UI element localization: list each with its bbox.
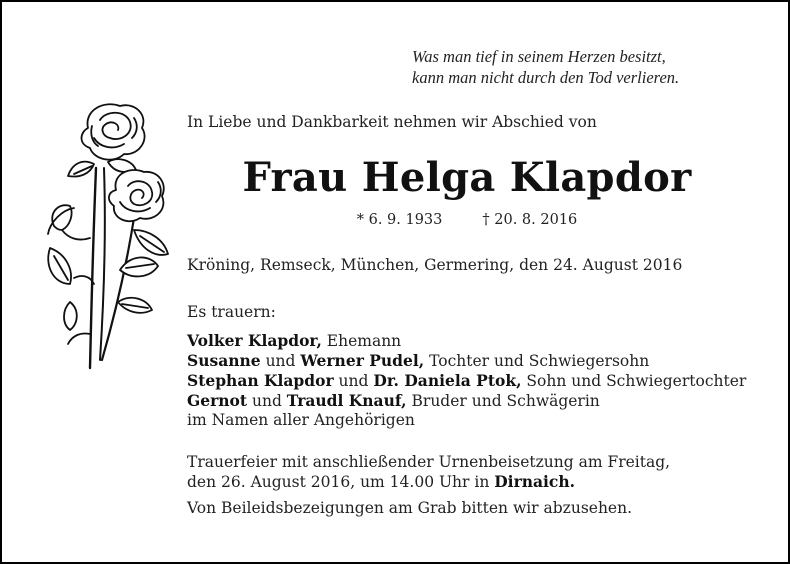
funeral-place: Dirnaich. bbox=[494, 472, 576, 491]
mourner-name: Volker Klapdor, bbox=[187, 331, 322, 350]
memorial-quote bbox=[412, 46, 679, 88]
quote-line-2: kann man nicht durch den Tod verlieren. bbox=[412, 68, 680, 87]
mourner-conjunction: und bbox=[333, 372, 374, 390]
funeral-datetime: den 26. August 2016, um 14.00 Uhr in bbox=[187, 473, 495, 491]
mourners-heading: Es trauern: bbox=[187, 303, 276, 321]
mourner-name: Dr. Daniela Ptok, bbox=[373, 371, 522, 390]
funeral-line-2 bbox=[187, 472, 670, 492]
mourner-relation: Sohn und Schwiegertochter bbox=[521, 372, 747, 390]
life-dates bbox=[187, 212, 747, 228]
mourner-row bbox=[187, 371, 746, 391]
quote-line-1: Was man tief in seinem Herzen besitzt, bbox=[412, 47, 666, 66]
mourner-name: Susanne bbox=[187, 351, 261, 370]
closing-note: Von Beileidsbezeigungen am Grab bitten wir abzusehen. bbox=[187, 499, 633, 517]
mourner-name: Gernot bbox=[187, 391, 248, 410]
death-date: † 20. 8. 2016 bbox=[482, 212, 578, 228]
mourner-relation: Ehemann bbox=[321, 332, 402, 350]
mourner-row bbox=[187, 391, 746, 411]
mourner-name: Stephan Klapdor bbox=[187, 371, 334, 390]
funeral-info bbox=[187, 453, 670, 492]
mourner-relation: Bruder und Schwägerin bbox=[406, 392, 600, 410]
mourner-relation: Tochter und Schwiegersohn bbox=[424, 352, 650, 370]
mourner-row bbox=[187, 331, 746, 351]
mourners-list bbox=[187, 331, 746, 430]
intro-text: In Liebe und Dankbarkeit nehmen wir Abschied von bbox=[187, 113, 597, 131]
mourner-name: Werner Pudel, bbox=[300, 351, 425, 370]
mourner-row bbox=[187, 351, 746, 371]
funeral-line-1: Trauerfeier mit anschließender Urnenbeisetzung am Freitag, bbox=[187, 453, 671, 471]
place-and-date: Kröning, Remseck, München, Germering, den 24. August 2016 bbox=[187, 256, 683, 274]
mourner-row bbox=[187, 411, 746, 430]
birth-date: * 6. 9. 1933 bbox=[356, 212, 443, 228]
mourner-conjunction: und bbox=[260, 352, 301, 370]
mourner-conjunction: und bbox=[247, 392, 287, 410]
deceased-name: Frau Helga Klapdor bbox=[242, 154, 692, 201]
mourner-relation: im Namen aller Angehörigen bbox=[187, 411, 415, 429]
mourner-name: Traudl Knauf, bbox=[286, 391, 407, 410]
rose-icon bbox=[34, 98, 174, 370]
